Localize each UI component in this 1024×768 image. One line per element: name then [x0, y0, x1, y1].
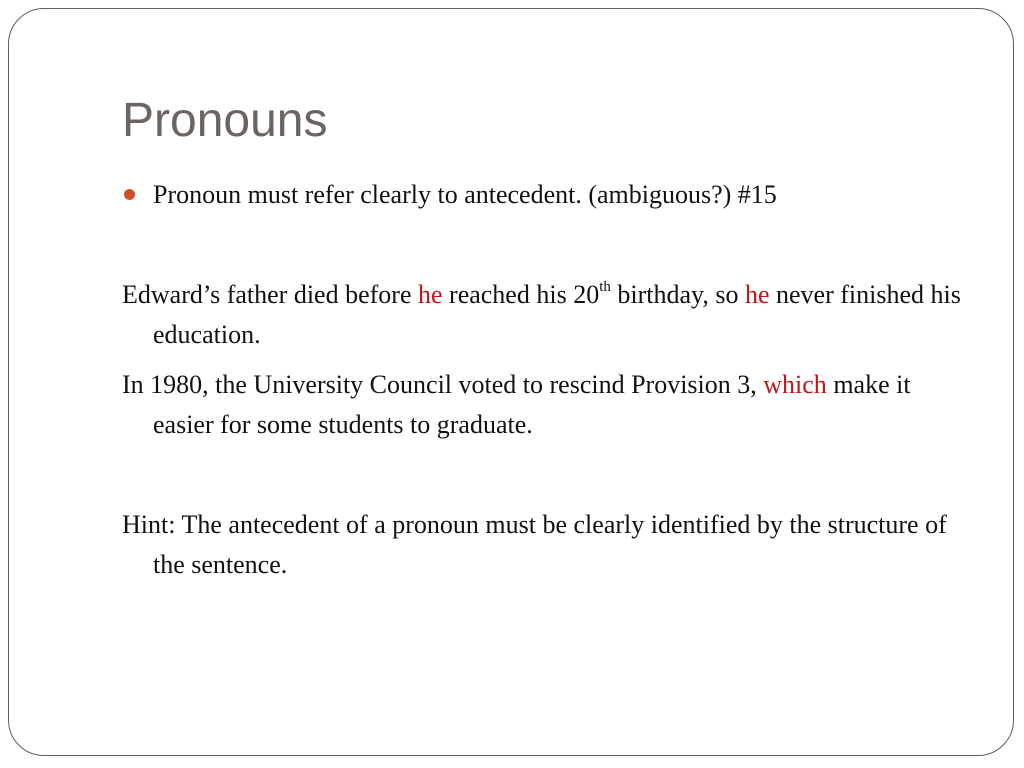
example-1-superscript: th	[599, 279, 611, 296]
example-2-pronoun: which	[763, 370, 827, 399]
slide-frame	[8, 8, 1014, 756]
bullet-item	[122, 175, 972, 215]
bullet-dot-icon	[124, 189, 135, 200]
example-sentence-1	[122, 275, 972, 355]
bullet-text: Pronoun must refer clearly to antecedent. (ambiguous?) #15	[153, 180, 777, 209]
slide-title: Pronouns	[122, 94, 328, 147]
example-1-text-d: never finished his education.	[153, 280, 961, 349]
example-1-pronoun-1: he	[417, 280, 443, 309]
spacer	[122, 445, 972, 505]
example-2-text-a: In 1980, the University Council voted to rescind Provision 3,	[122, 370, 764, 399]
hint-text: Hint: The antecedent of a pronoun must be clearly identified by the structure of the sentence.	[122, 510, 947, 579]
example-1-text-a: Edward’s father died before	[122, 280, 418, 309]
spacer	[122, 355, 972, 365]
slide-body	[122, 175, 972, 585]
example-1-text-b: reached his 20	[442, 280, 600, 309]
example-2-text-b: make it easier for some students to graduate.	[153, 370, 911, 439]
example-1-pronoun-2: he	[744, 280, 770, 309]
spacer	[122, 215, 972, 275]
example-sentence-2	[122, 365, 972, 445]
example-1-text-c: birthday, so	[610, 280, 745, 309]
